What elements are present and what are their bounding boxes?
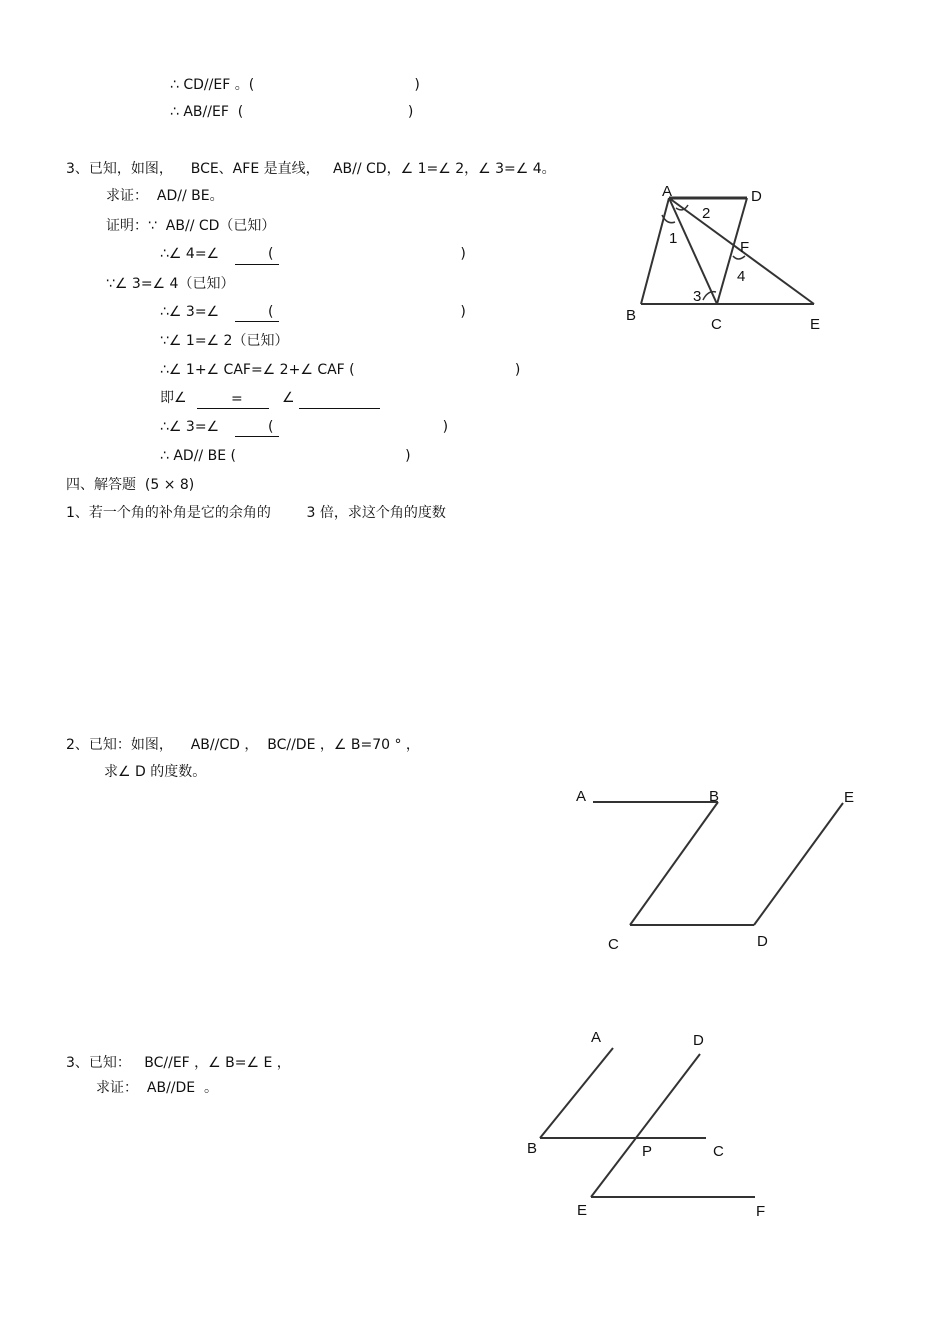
question-3-title: 3、已知，如图， BCE、AFE 是直线， AB// CD，∠ 1=∠ 2，∠ 3=∠ 4。 bbox=[66, 161, 556, 177]
figure-1 bbox=[626, 183, 820, 333]
fig2-label-c: C bbox=[608, 936, 619, 953]
fig2-label-a: A bbox=[576, 788, 587, 805]
fig3-label-d: D bbox=[693, 1032, 704, 1049]
fig2-label-b: B bbox=[709, 788, 720, 805]
problem-3-title: 3、已知： BC//EF ，∠ B=∠ E ， bbox=[66, 1055, 291, 1071]
proof-step-ji: 即∠ bbox=[160, 390, 187, 406]
question-3-prove: 求证： AD// BE。 bbox=[106, 188, 224, 204]
proof-step-given-3-4: ∵∠ 3=∠ 4（已知） bbox=[106, 276, 235, 292]
fig1-label-4: 4 bbox=[737, 268, 746, 285]
fig3-label-b: B bbox=[527, 1140, 538, 1157]
section-4-title: 四、解答题 (5 × 8) bbox=[66, 477, 195, 493]
fig1-label-d: D bbox=[751, 188, 762, 205]
fig3-label-f: F bbox=[756, 1203, 766, 1220]
fig1-label-b: B bbox=[626, 307, 637, 324]
proof-line-ab-ef: ∴ AB//EF ( ) bbox=[170, 104, 414, 120]
equals-sign: = bbox=[231, 391, 243, 407]
problem-1: 1、若一个角的补角是它的余角的 3 倍，求这个角的度数 bbox=[66, 505, 446, 521]
fig3-label-e: E bbox=[577, 1202, 588, 1219]
proof-step-angle4: ∴∠ 4=∠ ( ) bbox=[160, 246, 466, 262]
fig1-label-2: 2 bbox=[702, 205, 711, 222]
fig1-label-1: 1 bbox=[669, 230, 678, 247]
fig1-label-e: E bbox=[810, 316, 821, 333]
proof-step-angle3-again: ∴∠ 3=∠ ( ) bbox=[160, 419, 449, 435]
proof-step-angle3: ∴∠ 3=∠ ( ) bbox=[160, 304, 466, 320]
problem-2-ask: 求∠ D 的度数。 bbox=[104, 764, 207, 780]
figure-3 bbox=[527, 1029, 765, 1220]
fig2-label-d: D bbox=[757, 933, 768, 950]
fig3-label-p: P bbox=[642, 1143, 653, 1160]
proof-step-add-caf: ∴∠ 1+∠ CAF=∠ 2+∠ CAF ( ) bbox=[160, 362, 521, 378]
fig3-label-a: A bbox=[591, 1029, 602, 1046]
proof-step-given-1-2: ∵∠ 1=∠ 2（已知） bbox=[160, 333, 289, 349]
fig1-label-3: 3 bbox=[693, 288, 702, 305]
proof-line-cd-ef: ∴ CD//EF 。( ) bbox=[170, 77, 420, 93]
proof-step-conclusion: ∴ AD// BE ( ) bbox=[160, 448, 411, 464]
fig2-label-e: E bbox=[844, 789, 855, 806]
problem-3-prove: 求证： AB//DE 。 bbox=[96, 1080, 219, 1096]
fig1-label-a: A bbox=[662, 183, 673, 200]
figure-2 bbox=[576, 788, 854, 953]
fig1-label-f: F bbox=[740, 239, 750, 256]
angle-symbol: ∠ bbox=[282, 390, 295, 406]
problem-2-title: 2、已知：如图， AB//CD ， BC//DE ，∠ B=70 ° ， bbox=[66, 737, 420, 753]
fig1-label-c: C bbox=[711, 316, 722, 333]
proof-start: 证明：∵ AB// CD（已知） bbox=[106, 218, 276, 234]
fig3-label-c: C bbox=[713, 1143, 724, 1160]
